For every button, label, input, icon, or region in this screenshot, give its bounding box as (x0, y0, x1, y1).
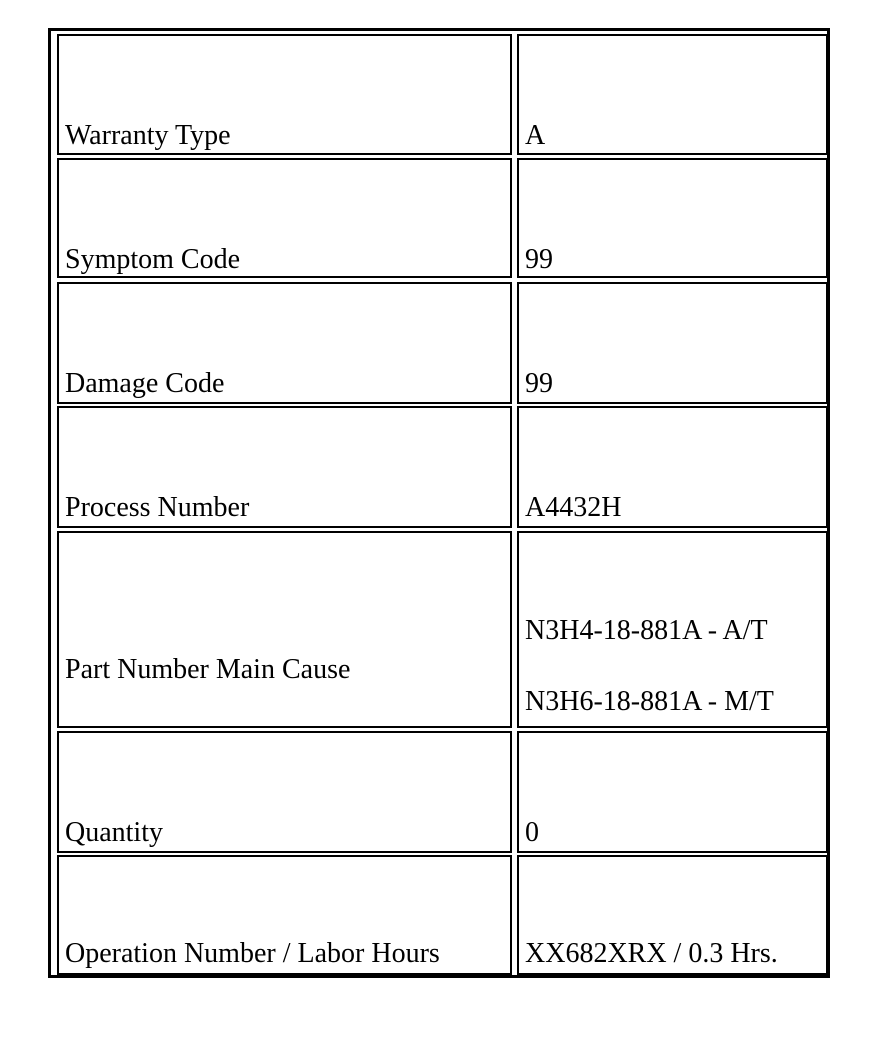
row-label-part-number (57, 531, 512, 728)
label-text: Operation Number / Labor Hours (65, 938, 440, 969)
value-text: A4432H (525, 492, 622, 523)
label-text: Quantity (65, 817, 163, 848)
label-text: Symptom Code (65, 244, 241, 275)
value-text: XX682XRX / 0.3 Hrs. (525, 938, 778, 969)
label-text: Warranty Type (65, 120, 231, 151)
row-label-process-number (57, 406, 512, 528)
label-text: Damage Code (65, 368, 225, 399)
row-label-symptom-code (57, 158, 512, 278)
row-label-warranty-type (57, 34, 512, 155)
row-label-damage-code (57, 282, 512, 404)
row-value-quantity (517, 731, 828, 853)
label-text: Part Number Main Cause (65, 654, 351, 685)
label-text: Process Number (65, 492, 250, 523)
row-value-operation-number (517, 855, 828, 975)
row-value-process-number (517, 406, 828, 528)
row-label-quantity (57, 731, 512, 853)
part-number-at: N3H4-18-881A - A/T (525, 615, 768, 646)
value-text: 99 (525, 368, 553, 399)
value-text: 0 (525, 817, 539, 848)
value-text: A (525, 120, 546, 151)
row-value-symptom-code (517, 158, 828, 278)
row-value-warranty-type (517, 34, 828, 155)
row-value-part-number (517, 531, 828, 728)
part-number-mt: N3H6-18-881A - M/T (525, 686, 774, 717)
value-text: 99 (525, 244, 553, 275)
row-value-damage-code (517, 282, 828, 404)
row-label-operation-number (57, 855, 512, 975)
